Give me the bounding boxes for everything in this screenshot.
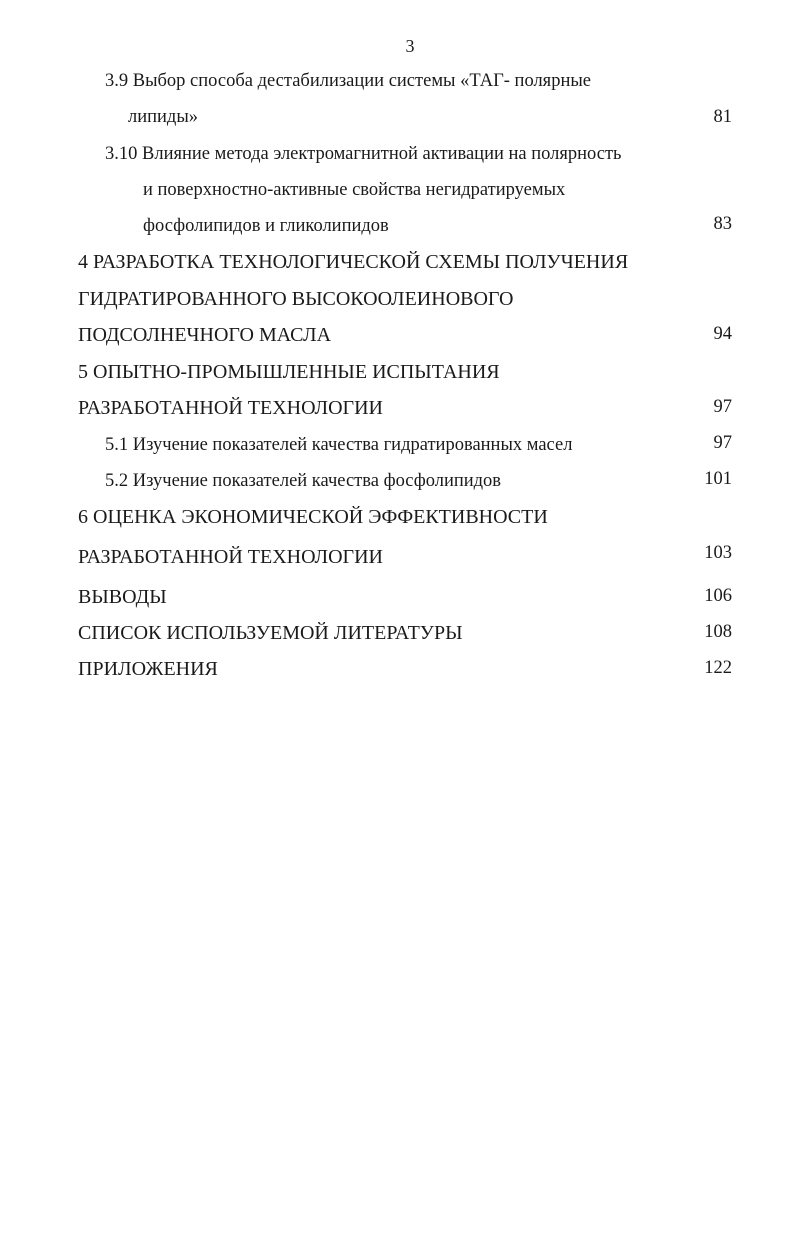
toc-chapter-6-title-line1[interactable]: 6 ОЦЕНКА ЭКОНОМИЧЕСКОЙ ЭФФЕКТИВНОСТИ (78, 506, 548, 528)
toc-entry-5-1-title[interactable]: 5.1 Изучение показателей качества гидратированных масел (105, 435, 573, 455)
toc-conclusions-page[interactable]: 106 (704, 586, 732, 606)
toc-entry-5-2-page[interactable]: 101 (704, 469, 732, 489)
toc-entry-5-1-page[interactable]: 97 (713, 433, 732, 453)
toc-entry-3-9-page[interactable]: 81 (713, 107, 732, 127)
toc-conclusions-title[interactable]: ВЫВОДЫ (78, 586, 167, 608)
toc-entry-3-10-title-line2[interactable]: и поверхностно-активные свойства негидратируемых (143, 180, 566, 200)
toc-entry-3-10-title-line1[interactable]: 3.10 Влияние метода электромагнитной активации на полярность (105, 144, 622, 164)
toc-entry-3-9-title-line1[interactable]: 3.9 Выбор способа дестабилизации системы «ТАГ- полярные (105, 71, 591, 91)
toc-entry-5-2-title[interactable]: 5.2 Изучение показателей качества фосфолипидов (105, 471, 502, 491)
toc-chapter-4-title-line1[interactable]: 4 РАЗРАБОТКА ТЕХНОЛОГИЧЕСКОЙ СХЕМЫ ПОЛУЧЕНИЯ (78, 251, 629, 273)
toc-chapter-5-title-line1[interactable]: 5 ОПЫТНО-ПРОМЫШЛЕННЫЕ ИСПЫТАНИЯ (78, 361, 500, 383)
toc-references-page[interactable]: 108 (704, 622, 732, 642)
page-number: 3 (405, 36, 415, 56)
toc-appendices-page[interactable]: 122 (704, 658, 732, 678)
toc-chapter-5-title-line2[interactable]: РАЗРАБОТАННОЙ ТЕХНОЛОГИИ (78, 397, 383, 419)
toc-chapter-4-page[interactable]: 94 (713, 324, 732, 344)
toc-entry-3-10-title-line3[interactable]: фосфолипидов и гликолипидов (143, 216, 389, 236)
toc-entry-3-10-page[interactable]: 83 (713, 214, 732, 234)
toc-chapter-4-title-line2[interactable]: ГИДРАТИРОВАННОГО ВЫСОКООЛЕИНОВОГО (78, 288, 514, 310)
toc-chapter-6-title-line2[interactable]: РАЗРАБОТАННОЙ ТЕХНОЛОГИИ (78, 546, 383, 568)
toc-chapter-6-page[interactable]: 103 (704, 543, 732, 563)
toc-references-title[interactable]: СПИСОК ИСПОЛЬЗУЕМОЙ ЛИТЕРАТУРЫ (78, 622, 463, 644)
toc-chapter-5-page[interactable]: 97 (713, 397, 732, 417)
toc-entry-3-9-title-line2[interactable]: липиды» (128, 107, 199, 127)
toc-appendices-title[interactable]: ПРИЛОЖЕНИЯ (78, 658, 218, 680)
toc-chapter-4-title-line3[interactable]: ПОДСОЛНЕЧНОГО МАСЛА (78, 324, 332, 346)
